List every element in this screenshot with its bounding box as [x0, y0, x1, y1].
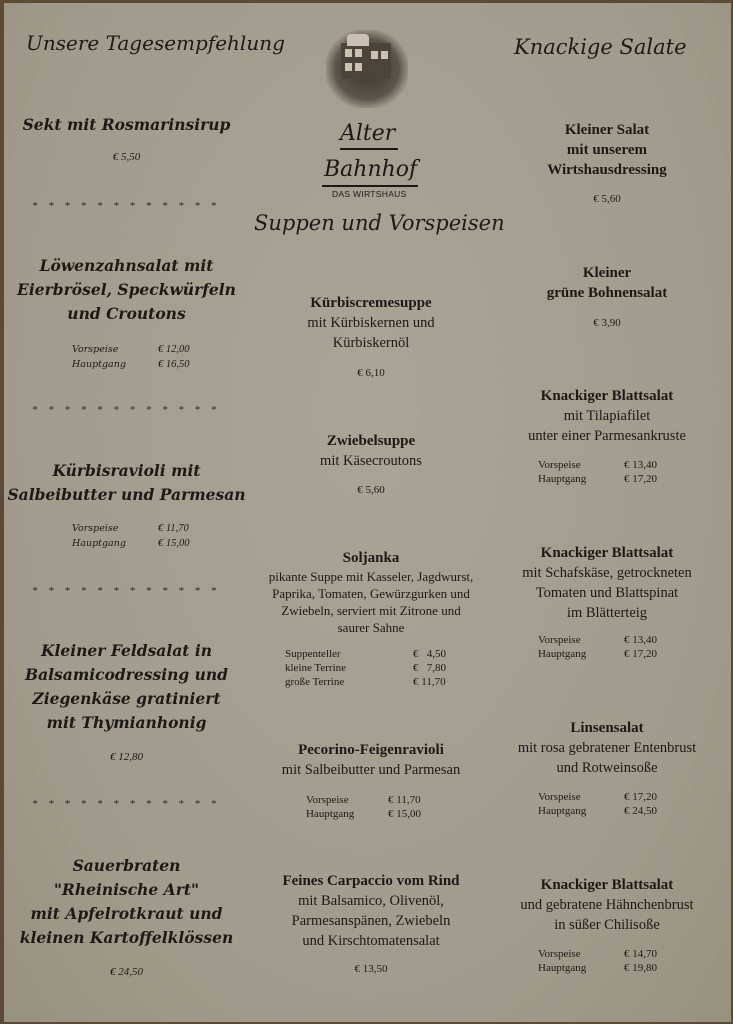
- price-value: € 17,20: [624, 791, 657, 803]
- dish-desc: und gebratene Hähnchenbrust: [520, 897, 694, 913]
- price-value: € 11,70: [388, 794, 421, 806]
- dish-feldsalat-price: € 12,80: [110, 751, 143, 763]
- price-value: € 11,70: [158, 523, 189, 534]
- dish-line: "Rheinische Art": [53, 880, 200, 899]
- salad-bohnensalat-price: € 3,90: [593, 317, 621, 329]
- salad-blattsalat-haehnchen-prices: [538, 947, 657, 975]
- dish-pecorino-prices: [306, 793, 421, 821]
- price-value: € 13,40: [624, 634, 657, 646]
- dish-loewenzahnsalat: [4, 254, 249, 326]
- price-label: Vorspeise: [72, 344, 119, 355]
- dish-desc: und Kirschtomatensalat: [302, 933, 440, 949]
- price-value: € 11,70: [413, 676, 446, 688]
- dish-line: Balsamicodressing und: [25, 665, 228, 684]
- dish-desc: Paprika, Tomaten, Gewürzgurken und: [272, 586, 470, 601]
- salads-heading: Knackige Salate: [514, 35, 687, 59]
- dish-carpaccio-price: € 13,50: [354, 963, 388, 975]
- dish-line: Eierbrösel, Speckwürfeln: [17, 280, 236, 299]
- dish-desc: unter einer Parmesankruste: [528, 428, 686, 444]
- salad-blattsalat-schafskaese-prices: [538, 633, 657, 661]
- salad-linsensalat: [492, 718, 722, 778]
- dish-desc: mit Schafskäse, getrockneten: [522, 565, 692, 581]
- dish-desc: Kürbiskernöl: [332, 335, 410, 351]
- salad-kleiner-salat-price: € 5,60: [593, 193, 621, 205]
- dish-title: Kleiner Salat: [564, 122, 650, 138]
- dish-line: Sauerbraten: [72, 856, 181, 875]
- separator: * * * * * * * * * * * *: [32, 798, 221, 810]
- dish-line: mit Apfelrotkraut und: [30, 904, 223, 923]
- dish-desc: mit Kürbiskernen und: [307, 315, 435, 331]
- dish-title: Knackiger Blattsalat: [540, 545, 674, 561]
- brand-underline: [340, 148, 398, 150]
- brand-tagline: DAS WIRTSHAUS: [332, 189, 407, 199]
- salad-bohnensalat: [492, 263, 722, 303]
- menu-page: [4, 3, 731, 1022]
- separator: * * * * * * * * * * * *: [32, 200, 221, 212]
- dish-desc: mit rosa gebratener Entenbrust: [517, 740, 697, 756]
- dish-pecorino-feigenravioli: [246, 740, 496, 780]
- price-label: Hauptgang: [538, 473, 587, 485]
- price-value: € 15,00: [388, 808, 421, 820]
- dish-line: und Croutons: [67, 304, 186, 323]
- dish-line: Kleiner Feldsalat in: [41, 641, 212, 660]
- dish-title: Pecorino-Feigenravioli: [298, 742, 444, 758]
- dish-desc: pikante Suppe mit Kasseler, Jagdwurst,: [268, 569, 474, 584]
- price-label: Hauptgang: [538, 805, 587, 817]
- daily-specials-heading: Unsere Tagesempfehlung: [26, 31, 285, 55]
- dish-title: Kürbiscremesuppe: [310, 295, 432, 311]
- salad-blattsalat-tilapia: [492, 386, 722, 446]
- dish-title: Knackiger Blattsalat: [540, 877, 674, 893]
- brand-name-line1: Alter: [340, 121, 396, 146]
- dish-desc: und Rotweinsoße: [556, 760, 658, 776]
- dish-sauerbraten: [4, 854, 249, 950]
- dish-desc: in süßer Chilisoße: [554, 917, 660, 933]
- price-label: Vorspeise: [538, 634, 581, 646]
- dish-title: Knackiger Blattsalat: [540, 388, 674, 404]
- dish-line: Löwenzahnsalat mit: [39, 256, 214, 275]
- dish-desc: mit Tilapiafilet: [563, 408, 651, 424]
- dish-desc: im Blätterteig: [566, 605, 648, 621]
- dish-desc: mit Salbeibutter und Parmesan: [281, 762, 461, 778]
- price-value: € 16,50: [158, 359, 190, 370]
- price-label: große Terrine: [285, 676, 345, 688]
- dish-loewenzahnsalat-prices: [72, 342, 190, 372]
- price-label: Hauptgang: [72, 359, 126, 370]
- price-label: Vorspeise: [538, 948, 581, 960]
- price-value: € 17,20: [624, 648, 657, 660]
- dish-feldsalat: [4, 639, 249, 735]
- dish-title: Zwiebelsuppe: [326, 433, 416, 449]
- dish-title: Soljanka: [342, 550, 400, 566]
- soup-zwiebelsuppe: [246, 431, 496, 471]
- dish-line: kleinen Kartoffelklössen: [19, 928, 234, 947]
- dish-sekt-price: € 5,50: [112, 151, 141, 163]
- price-label: Hauptgang: [72, 538, 126, 549]
- soup-zwiebelsuppe-price: € 5,60: [357, 484, 385, 496]
- dish-title: Feines Carpaccio vom Rind: [282, 873, 460, 889]
- price-value: € 7,80: [413, 662, 446, 674]
- price-label: Hauptgang: [538, 648, 587, 660]
- price-value: € 4,50: [413, 648, 446, 660]
- dish-desc: mit Käsecroutons: [320, 453, 422, 469]
- price-value: € 19,80: [624, 962, 657, 974]
- price-value: € 15,00: [158, 538, 190, 549]
- price-value: € 12,00: [158, 344, 190, 355]
- salad-blattsalat-schafskaese: [492, 543, 722, 623]
- dish-sekt: Sekt mit Rosmarinsirup: [22, 115, 231, 134]
- salad-blattsalat-tilapia-prices: [538, 458, 657, 486]
- brand-underline: [322, 185, 418, 187]
- price-label: Hauptgang: [538, 962, 587, 974]
- salad-blattsalat-haehnchen: [492, 875, 722, 935]
- separator: * * * * * * * * * * * *: [32, 404, 221, 416]
- price-label: Vorspeise: [72, 523, 119, 534]
- dish-title: mit unserem: [566, 142, 648, 158]
- brand-name-line2: Bahnhof: [324, 157, 418, 182]
- soup-soljanka-prices: [285, 647, 446, 689]
- dish-title: grüne Bohnensalat: [546, 285, 668, 301]
- dish-kuerbisravioli-prices: [72, 521, 190, 551]
- soup-soljanka: [246, 548, 496, 636]
- dish-title: Kleiner: [582, 265, 632, 281]
- dish-line: Kürbisravioli mit: [52, 461, 201, 480]
- dish-desc: Tomaten und Blattspinat: [535, 585, 679, 601]
- price-value: € 24,50: [624, 805, 657, 817]
- dish-line: mit Thymianhonig: [46, 713, 207, 732]
- dish-desc: Parmesanspänen, Zwiebeln: [291, 913, 451, 929]
- salad-kleiner-salat: [492, 120, 722, 180]
- price-label: Suppenteller: [285, 648, 341, 660]
- separator: * * * * * * * * * * * *: [32, 585, 221, 597]
- price-label: Vorspeise: [538, 459, 581, 471]
- dish-title: Linsensalat: [570, 720, 644, 736]
- price-value: € 13,40: [624, 459, 657, 471]
- price-label: kleine Terrine: [285, 662, 347, 674]
- price-label: Hauptgang: [306, 808, 355, 820]
- dish-desc: mit Balsamico, Olivenöl,: [298, 893, 444, 909]
- dish-line: Ziegenkäse gratiniert: [32, 689, 221, 708]
- house-icon: [341, 43, 391, 79]
- dish-sauerbraten-price: € 24,50: [110, 966, 143, 978]
- price-label: Vorspeise: [538, 791, 581, 803]
- dish-desc: Zwiebeln, serviert mit Zitrone und: [281, 603, 461, 618]
- price-value: € 14,70: [624, 948, 657, 960]
- price-label: Vorspeise: [306, 794, 349, 806]
- price-value: € 17,20: [624, 473, 657, 485]
- dish-desc: saurer Sahne: [337, 620, 405, 635]
- soup-kuerbiscremesuppe: [246, 293, 496, 353]
- dish-line: Salbeibutter und Parmesan: [7, 485, 246, 504]
- dish-carpaccio: [246, 871, 496, 951]
- soups-heading: Suppen und Vorspeisen: [254, 211, 505, 235]
- dish-title: Wirtshausdressing: [547, 162, 667, 178]
- dish-kuerbisravioli: [4, 459, 249, 507]
- salad-linsensalat-prices: [538, 790, 657, 818]
- soup-kuerbiscremesuppe-price: € 6,10: [357, 367, 385, 379]
